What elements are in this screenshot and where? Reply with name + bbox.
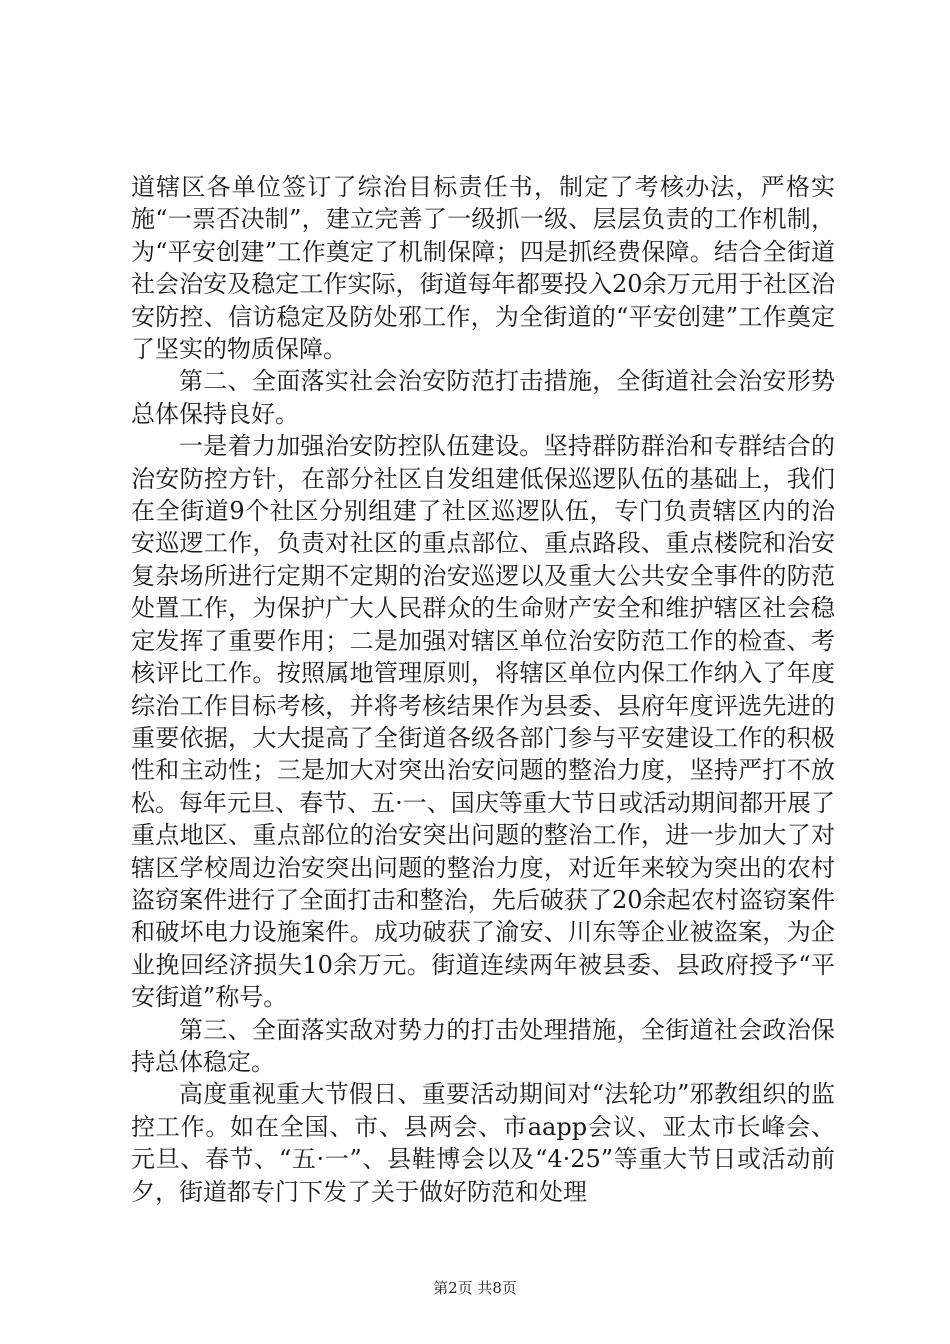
- document-body: [131, 171, 835, 1208]
- paragraph-3: 一是着力加强治安防控队伍建设。坚持群防群治和专群结合的治安防控方针，在部分社区自发组建低保巡逻队伍的基础上，我们在全街道9个社区分别组建了社区巡逻队伍，专门负责辖区内的治安巡逻工作，负责对社区的重点部位、重点路段、重点楼院和治安复杂场所进行定期不定期的治安巡逻以及重大公共安全事件的防范处置工作，为保护广大人民群众的生命财产安全和维护辖区社会稳定发挥了重要作用；二是加强对辖区单位治安防范工作的检查、考核评比工作。按照属地管理原则，将辖区单位内保工作纳入了年度综治工作目标考核，并将考核结果作为县委、县府年度评选先进的重要依据，大大提高了全街道各级各部门参与平安建设工作的积极性和主动性；三是加大对突出治安问题的整治力度，坚持严打不放松。每年元旦、春节、五·一、国庆等重大节日或活动期间都开展了重点地区、重点部位的治安突出问题的整治工作，进一步加大了对辖区学校周边治安突出问题的整治力度，对近年来较为突出的农村盗窃案件进行了全面打击和整治，先后破获了20余起农村盗窃案件和破坏电力设施案件。成功破获了渝安、川东等企业被盗案，为企业挽回经济损失10余万元。街道连续两年被县委、县政府授予“平安街道”称号。: [131, 432, 835, 1012]
- paragraph-5: 高度重视重大节假日、重要活动期间对“法轮功”邪教组织的监控工作。如在全国、市、县两会、市aapp会议、亚太市长峰会、元旦、春节、“五·一”、县鞋博会以及“4·25”等重大节日或活动前夕，街道都专门下发了关于做好防范和处理: [131, 1080, 835, 1206]
- paragraph-2: 第二、全面落实社会治安防范打击措施，全街道社会治安形势总体保持良好。: [131, 367, 835, 428]
- paragraph-4: 第三、全面落实敌对势力的打击处理措施，全街道社会政治保持总体稳定。: [131, 1015, 835, 1076]
- page-footer: 第2页 共8页: [433, 1279, 517, 1297]
- paragraph-1: 道辖区各单位签订了综治目标责任书，制定了考核办法，严格实施“一票否决制”，建立完善了一级抓一级、层层负责的工作机制，为“平安创建”工作奠定了机制保障；四是抓经费保障。结合全街道社会治安及稳定工作实际，街道每年都要投入20余万元用于社区治安防控、信访稳定及防处邪工作，为全街道的“平安创建”工作奠定了坚实的物质保障。: [131, 173, 835, 364]
